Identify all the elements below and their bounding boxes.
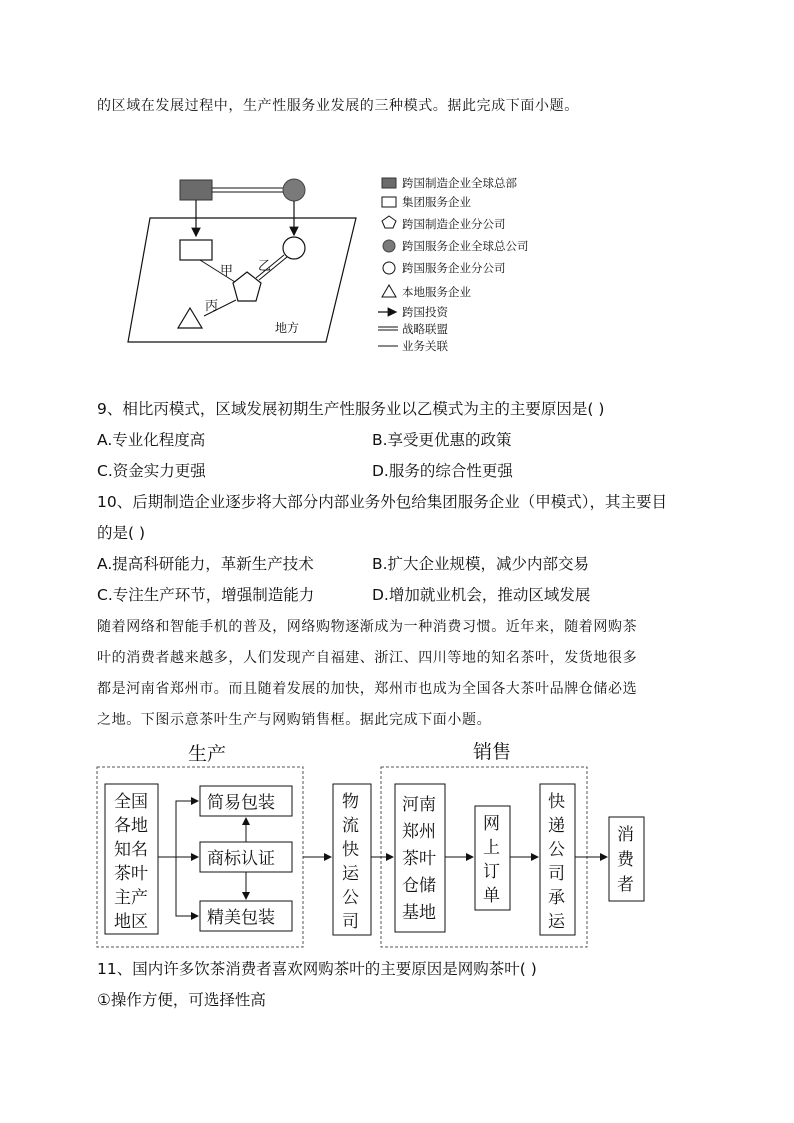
svg-text:司: 司 (548, 864, 565, 884)
passage2-line1: 随着网络和智能手机的普及，网络购物逐渐成为一种消费习惯。近年来，随着网购茶 (97, 619, 638, 635)
tea-sales-flowchart (90, 738, 650, 952)
sales-title: 销售 (473, 741, 512, 763)
legend-group-service: 集团服务企业 (402, 195, 471, 209)
legend (378, 176, 529, 353)
svg-text:网: 网 (483, 814, 500, 834)
svg-text:地区: 地区 (114, 912, 148, 932)
filled-square-icon (382, 178, 396, 188)
q9-option-c[interactable]: C.资金实力更强 (97, 462, 206, 480)
svg-text:运: 运 (342, 864, 359, 884)
svg-text:公: 公 (342, 888, 359, 908)
q10-option-b[interactable]: B.扩大企业规模，减少内部交易 (372, 555, 590, 573)
svg-text:消: 消 (617, 825, 634, 845)
manufacturing-branch-pentagon (233, 272, 261, 301)
q9-option-a[interactable]: A.专业化程度高 (97, 431, 206, 449)
svg-text:单: 单 (483, 886, 500, 906)
group-service-square (180, 240, 212, 260)
label-region: 地方 (275, 321, 300, 335)
legend-service-branch: 跨国服务企业分公司 (402, 261, 506, 275)
legend-service-hq: 跨国服务企业全球总公司 (402, 239, 529, 253)
pentagon-icon (382, 216, 396, 228)
passage2-line4: 之地。下图示意茶叶生产与网购销售框。据此完成下面小题。 (97, 712, 492, 728)
q9-option-b[interactable]: B.享受更优惠的政策 (372, 431, 512, 449)
svg-text:河南: 河南 (402, 795, 436, 815)
svg-text:茶叶: 茶叶 (402, 849, 436, 869)
q11-option-1[interactable]: ①操作方便，可选择性高 (97, 991, 266, 1009)
q11-stem: 11、国内许多饮茶消费者喜欢网购茶叶的主要原因是网购茶叶( ) (97, 960, 537, 978)
svg-text:全国: 全国 (114, 792, 148, 812)
q10-stem-line1: 10、后期制造企业逐步将大部分内部业务外包给集团服务企业（甲模式），其主要目 (97, 493, 667, 511)
passage2-line3: 都是河南省郑州市。而且随着发展的加快，郑州市也成为全国各大茶叶品牌仓储必选 (97, 681, 638, 697)
legend-local-service: 本地服务企业 (402, 285, 471, 299)
svg-text:商标认证: 商标认证 (207, 849, 275, 869)
intro-text: 的区域在发展过程中，生产性服务业发展的三种模式。据此完成下面小题。 (97, 98, 579, 114)
hollow-circle-icon (383, 262, 395, 274)
q9-option-d[interactable]: D.服务的综合性更强 (372, 462, 513, 480)
legend-alliance: 战略联盟 (402, 322, 448, 336)
service-mode-diagram (120, 170, 550, 360)
q10-stem-line2: 的是( ) (97, 524, 146, 542)
legend-investment: 跨国投资 (402, 305, 448, 319)
svg-text:递: 递 (548, 816, 565, 836)
svg-text:快: 快 (342, 840, 359, 860)
svg-text:精美包装: 精美包装 (207, 908, 275, 928)
local-service-triangle (178, 308, 202, 328)
svg-text:承: 承 (548, 888, 565, 908)
legend-business-link: 业务关联 (402, 339, 448, 353)
svg-text:简易包装: 简易包装 (207, 793, 275, 813)
svg-text:费: 费 (617, 850, 634, 870)
label-yi: 乙 (258, 259, 272, 274)
passage2-line2: 叶的消费者越来越多，人们发现产自福建、浙江、四川等地的知名茶叶，发货地很多 (97, 650, 638, 666)
q10-option-d[interactable]: D.增加就业机会，推动区域发展 (372, 586, 591, 604)
label-jia: 甲 (220, 264, 234, 279)
svg-text:茶叶: 茶叶 (114, 864, 148, 884)
service-branch-circle (283, 237, 305, 259)
label-bing: 丙 (205, 299, 219, 314)
filled-circle-icon (383, 240, 395, 252)
svg-text:知名: 知名 (114, 840, 148, 860)
svg-text:上: 上 (483, 838, 500, 858)
svg-text:物: 物 (342, 792, 359, 812)
hollow-square-icon (382, 197, 396, 207)
svg-text:仓储: 仓储 (402, 876, 436, 896)
production-title: 生产 (188, 743, 227, 765)
legend-hq: 跨国制造企业全球总部 (402, 176, 517, 190)
svg-text:基地: 基地 (402, 903, 436, 923)
q10-option-c[interactable]: C.专注生产环节，增强制造能力 (97, 586, 315, 604)
triangle-icon (382, 285, 396, 297)
svg-text:快: 快 (548, 792, 565, 812)
manufacturing-hq-square (180, 180, 212, 200)
svg-text:主产: 主产 (114, 888, 148, 908)
legend-mfg-branch: 跨国制造企业分公司 (402, 217, 506, 231)
svg-text:郑州: 郑州 (402, 822, 436, 842)
svg-text:订: 订 (483, 862, 500, 882)
svg-text:各地: 各地 (114, 816, 148, 836)
svg-text:者: 者 (617, 875, 634, 895)
svg-text:运: 运 (548, 912, 565, 932)
svg-text:流: 流 (342, 816, 359, 836)
q10-option-a[interactable]: A.提高科研能力，革新生产技术 (97, 555, 314, 573)
q9-stem: 9、相比丙模式，区域发展初期生产性服务业以乙模式为主的主要原因是( ) (97, 400, 605, 418)
service-hq-circle (283, 179, 305, 201)
svg-text:公: 公 (548, 840, 565, 860)
svg-text:司: 司 (342, 912, 359, 932)
